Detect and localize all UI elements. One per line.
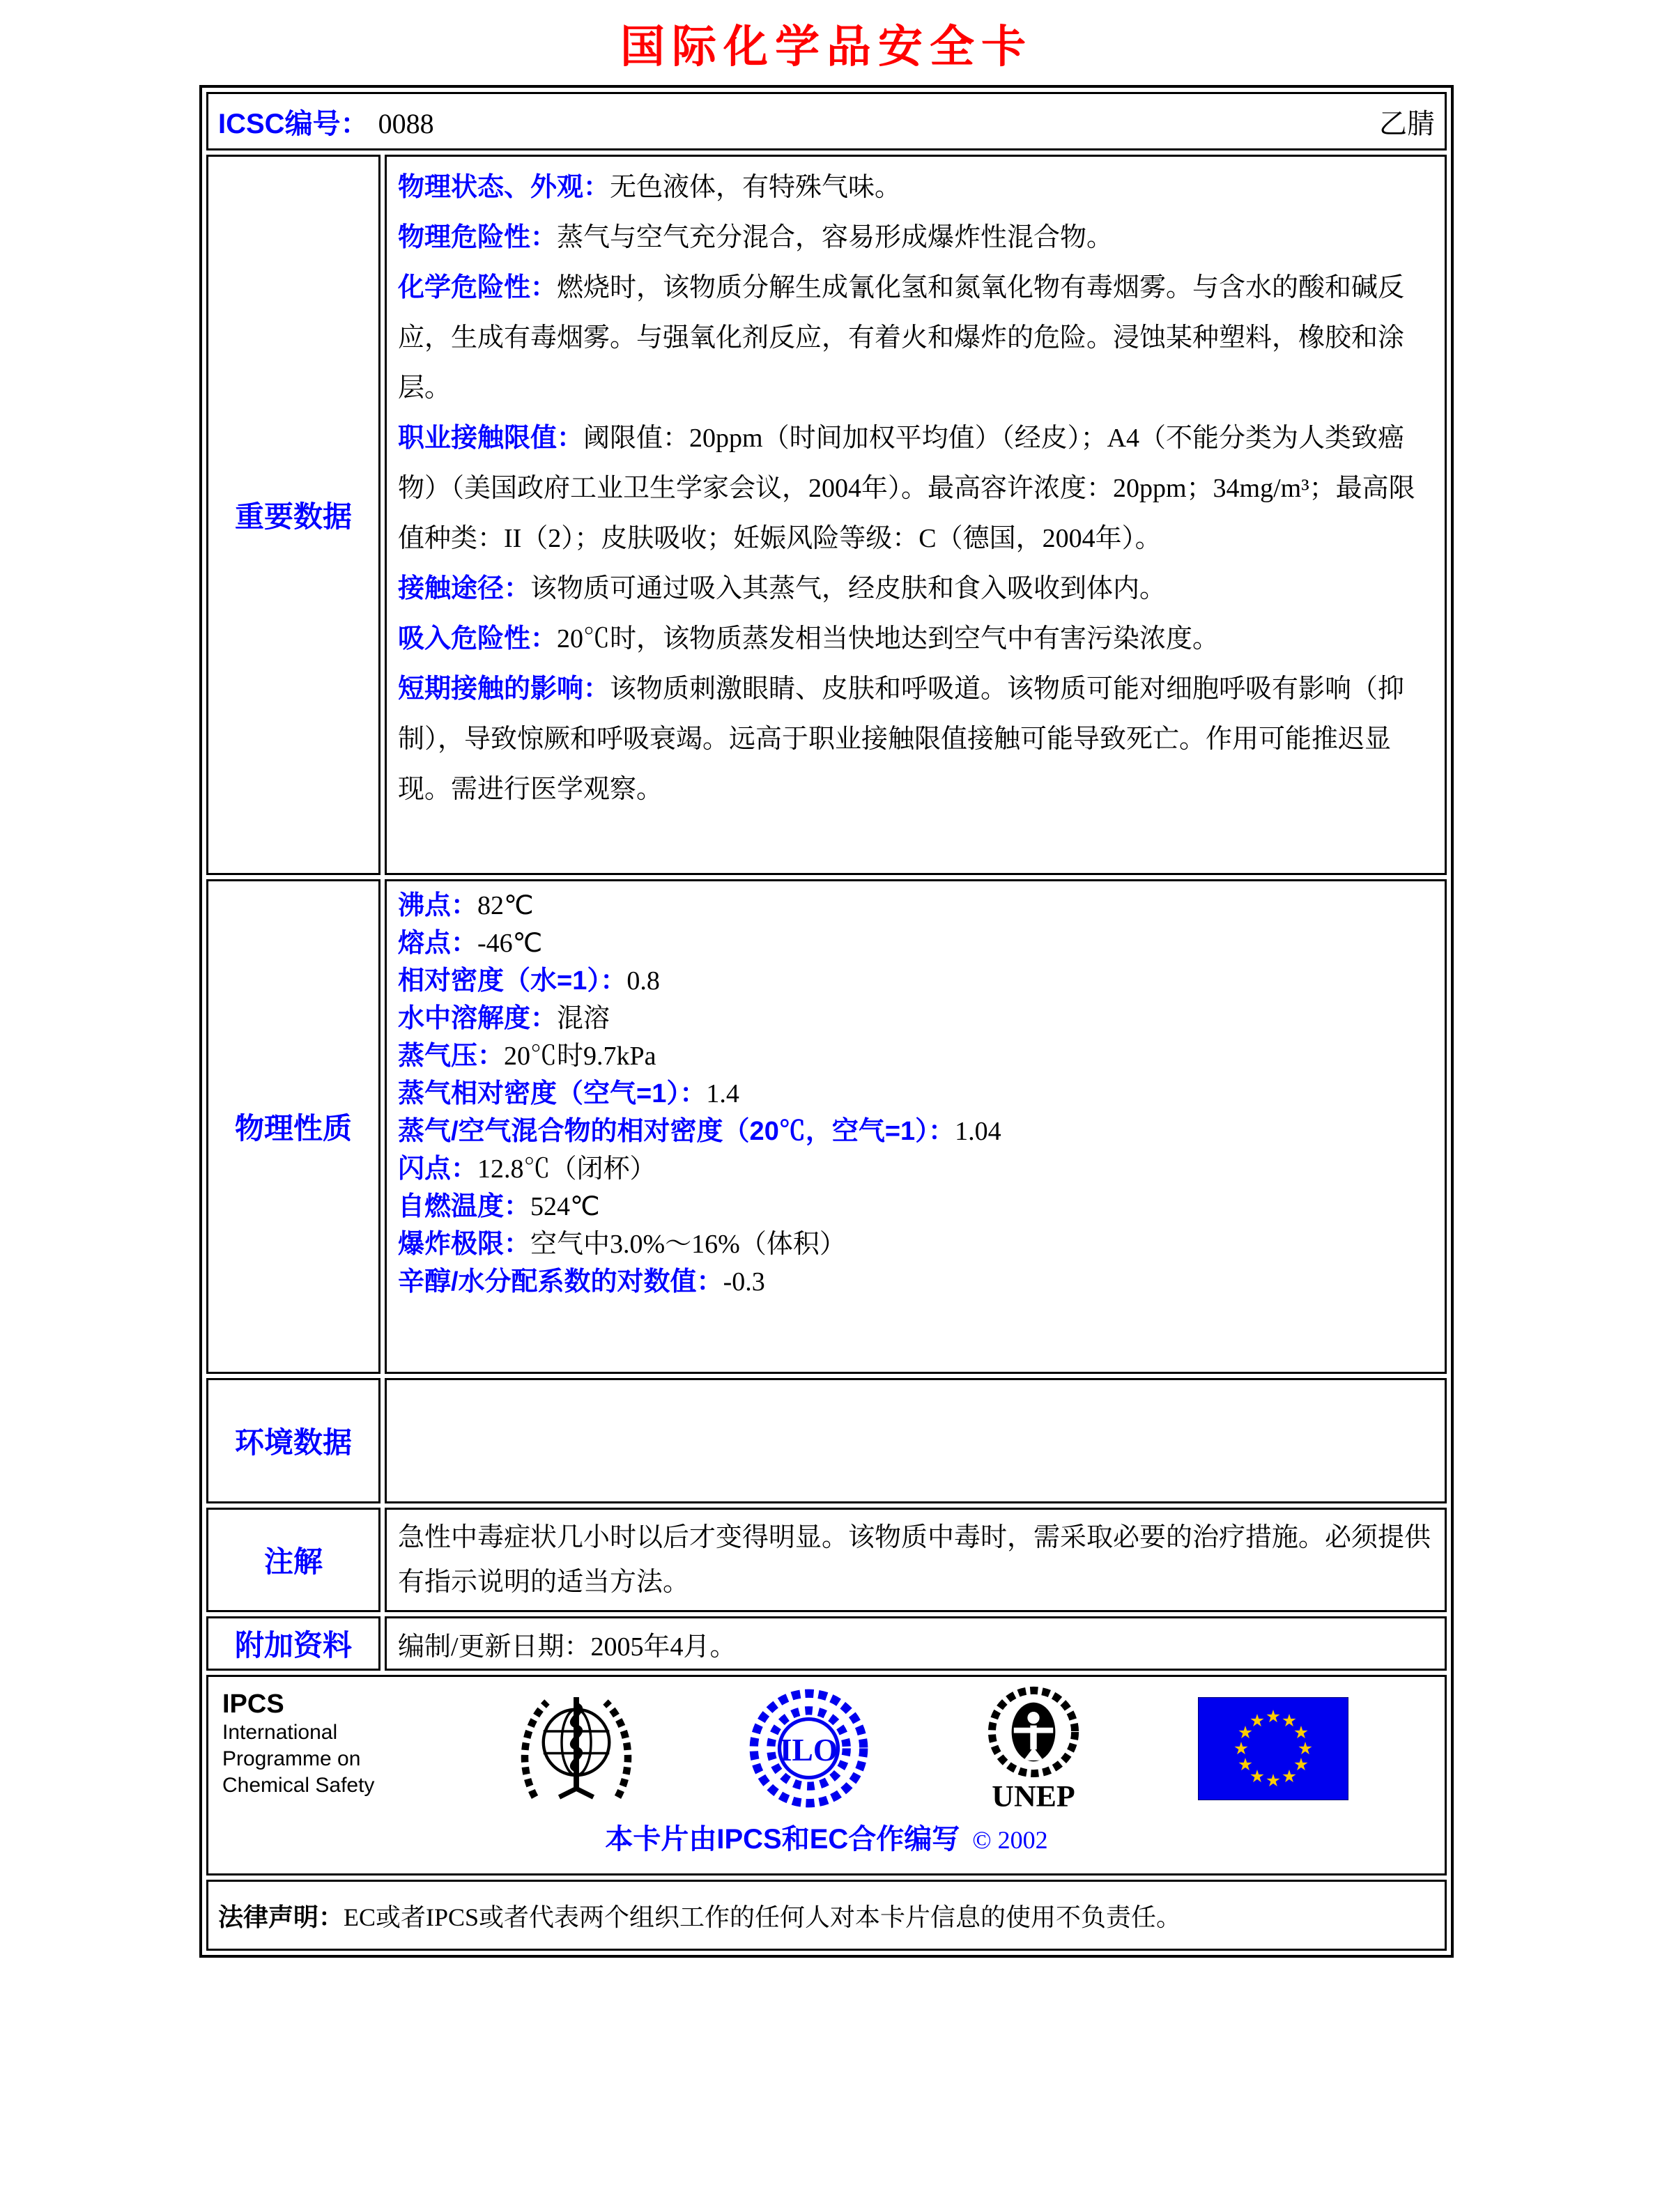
- entry-inhalation-risk: [398, 614, 1433, 664]
- entry-text: 该物质刺激眼睛、皮肤和呼吸道。该物质可能对细胞呼吸有影响（抑制），导致惊厥和呼吸衰竭。远高于职业接触限值接触可能导致死亡。作用可能推迟显现。需进行医学观察。: [398, 674, 1405, 804]
- credit-text: 本卡片由IPCS和EC合作编写: [605, 1824, 960, 1855]
- legal-label: 法律声明：: [218, 1902, 344, 1931]
- prop-label: 蒸气压：: [398, 1042, 505, 1071]
- prop-label: 水中溶解度：: [398, 1004, 558, 1033]
- footer-row: [206, 1675, 1447, 1875]
- entry-physical-state: [398, 162, 1433, 212]
- who-logo-icon: [514, 1687, 639, 1809]
- prop-value: -0.3: [723, 1267, 765, 1297]
- prop-label: 蒸气相对密度（空气=1）：: [398, 1079, 707, 1108]
- prop-explosive-limits: [398, 1225, 1433, 1263]
- legal-row: [206, 1880, 1447, 1951]
- prop-value: 混溶: [557, 1004, 610, 1033]
- entry-label: 物理危险性：: [398, 223, 558, 252]
- additional-info-content: 编制/更新日期：2005年4月。: [385, 1616, 1447, 1671]
- icsc-card: [199, 85, 1454, 1958]
- prop-relative-density: [398, 962, 1433, 1000]
- prop-octanol-water-partition: [398, 1263, 1433, 1301]
- entry-exposure-routes: [398, 564, 1433, 614]
- legal-text: EC或者IPCS或者代表两个组织工作的任何人对本卡片信息的使用不负责任。: [344, 1903, 1182, 1931]
- entry-text: 该物质可通过吸入其蒸气，经皮肤和食入吸收到体内。: [530, 574, 1167, 603]
- copyright-text: © 2002: [972, 1826, 1048, 1854]
- entry-short-term-effects: [398, 664, 1433, 814]
- important-data-row-label: 重要数据: [206, 155, 380, 875]
- entry-label: 物理状态、外观：: [398, 173, 610, 202]
- entry-label: 吸入危险性：: [398, 624, 558, 653]
- notes-text: 急性中毒症状几小时以后才变得明显。该物质中毒时，需采取必要的治疗措施。必须提供有指示说明的适当方法。: [398, 1523, 1431, 1597]
- svg-text:ILO: ILO: [779, 1732, 838, 1768]
- additional-info-row-label: 附加资料: [206, 1616, 380, 1671]
- prop-flash-point: [398, 1150, 1433, 1188]
- chemical-name: 乙腈: [1379, 107, 1435, 139]
- prop-label: 闪点：: [398, 1154, 478, 1184]
- entry-text: 无色液体，有特殊气味。: [610, 173, 902, 202]
- entry-label: 短期接触的影响：: [398, 674, 610, 704]
- footer-cell: [206, 1675, 1447, 1875]
- notes-content: [385, 1508, 1447, 1612]
- physical-properties-content: [385, 879, 1447, 1374]
- prop-value: 0.8: [626, 966, 660, 996]
- notes-row-label: 注解: [206, 1508, 380, 1612]
- entry-physical-danger: [398, 212, 1433, 263]
- legal-cell: [206, 1880, 1447, 1951]
- prop-value: 1.4: [706, 1079, 739, 1108]
- entry-text: 阈限值：20ppm（时间加权平均值）（经皮）；A4（不能分类为人类致癌物）（美国政府工业卫生学家会议，2004年）。最高容许浓度：20ppm；34mg/m³；最高限值种类：II（2）；皮肤吸收；妊娠风险等级：C（德国，2004年）。: [398, 424, 1415, 553]
- prop-value: 20℃时9.7kPa: [504, 1042, 656, 1071]
- entry-text: 蒸气与空气充分混合，容易形成爆炸性混合物。: [557, 223, 1114, 252]
- prop-value: 12.8℃（闭杯）: [477, 1154, 656, 1184]
- entry-text: 20℃时，该物质蒸发相当快地达到空气中有害污染浓度。: [557, 624, 1220, 653]
- prop-value: 1.04: [955, 1117, 1001, 1146]
- prop-water-solubility: [398, 1000, 1433, 1037]
- svg-text:UNEP: UNEP: [992, 1779, 1076, 1813]
- prop-label: 自燃温度：: [398, 1192, 531, 1221]
- environmental-data-content: [385, 1378, 1447, 1503]
- ipcs-subtitle-line1: International: [222, 1721, 338, 1744]
- notes-row: [206, 1508, 1447, 1612]
- prop-value: 空气中3.0%～16%（体积）: [530, 1230, 846, 1259]
- unep-logo-icon: [978, 1684, 1089, 1813]
- prop-vapor-air-mixture-density: [398, 1113, 1433, 1150]
- ipcs-subtitle-line2: Programme on: [222, 1747, 361, 1770]
- prop-vapor-pressure: [398, 1037, 1433, 1075]
- physical-properties-row: [206, 879, 1447, 1374]
- entry-label: 化学危险性：: [398, 273, 558, 302]
- additional-info-row: [206, 1616, 1447, 1671]
- prop-melting-point: [398, 925, 1433, 962]
- prop-label: 相对密度（水=1）：: [398, 966, 627, 996]
- prop-value: 524℃: [530, 1192, 600, 1221]
- header-cell: [206, 92, 1447, 150]
- prop-label: 蒸气/空气混合物的相对密度（20℃，空气=1）：: [398, 1117, 955, 1146]
- prop-value: 82℃: [477, 891, 534, 920]
- eu-flag-icon: [1198, 1697, 1348, 1800]
- environmental-data-row: [206, 1378, 1447, 1503]
- environmental-data-row-label: 环境数据: [206, 1378, 380, 1503]
- header-row: [206, 92, 1447, 150]
- prop-label: 爆炸极限：: [398, 1230, 531, 1259]
- important-data-row: [206, 155, 1447, 875]
- ipcs-title: IPCS: [222, 1689, 284, 1719]
- entry-text: 燃烧时，该物质分解生成氰化氢和氮氧化物有毒烟雾。与含水的酸和碱反应，生成有毒烟雾。与强氧化剂反应，有着火和爆炸的危险。浸蚀某种塑料，橡胶和涂层。: [398, 273, 1405, 403]
- credit-line: [222, 1817, 1431, 1857]
- prop-vapor-relative-density: [398, 1075, 1433, 1113]
- prop-value: -46℃: [477, 929, 543, 958]
- prop-boiling-point: [398, 887, 1433, 925]
- ipcs-block: [222, 1684, 431, 1799]
- icsc-number-value: 0088: [378, 107, 434, 139]
- prop-label: 辛醇/水分配系数的对数值：: [398, 1267, 723, 1297]
- page-title: 国际化学品安全卡: [620, 22, 1033, 72]
- entry-occupational-limits: [398, 413, 1433, 564]
- entry-label: 职业接触限值：: [398, 424, 584, 453]
- prop-label: 沸点：: [398, 891, 478, 920]
- icsc-number-group: [218, 102, 434, 141]
- prop-label: 熔点：: [398, 929, 478, 958]
- important-data-content: [385, 155, 1447, 875]
- physical-properties-row-label: 物理性质: [206, 879, 380, 1374]
- ilo-logo-icon: [748, 1687, 870, 1809]
- logos-row: [431, 1684, 1431, 1813]
- prop-autoignition-temperature: [398, 1188, 1433, 1225]
- entry-chemical-danger: [398, 263, 1433, 413]
- entry-label: 接触途径：: [398, 574, 531, 603]
- icsc-number-label: ICSC编号：: [218, 108, 369, 139]
- ipcs-subtitle-line3: Chemical Safety: [222, 1774, 375, 1797]
